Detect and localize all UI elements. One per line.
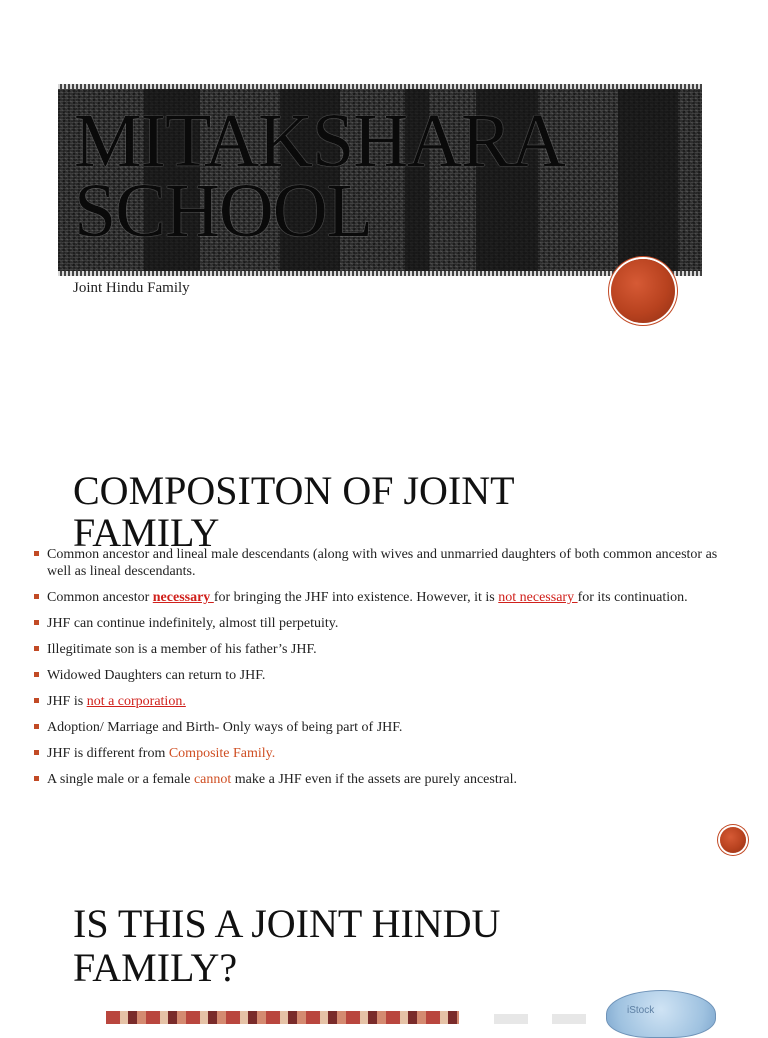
decorative-orb (611, 259, 675, 323)
list-item: JHF is not a corporation. (34, 693, 724, 710)
list-item: Common ancestor necessary for bringing the JHF into existence. However, it is not necessary for its continuation. (34, 589, 724, 606)
decorative-orb-small (720, 827, 746, 853)
list-item: JHF can continue indefinitely, almost till perpetuity. (34, 615, 724, 632)
emphasis-not-necessary: not necessary (498, 590, 578, 605)
watermark-label: iStock (627, 1005, 655, 1016)
slide-title: MITAKSHARA SCHOOL (74, 99, 565, 253)
family-photo (106, 1011, 459, 1024)
list-item: A single male or a female cannot make a JHF even if the assets are purely ancestral. (34, 771, 724, 788)
question-heading: IS THIS A JOINT HINDU FAMILY? (73, 901, 501, 990)
cloud-image (606, 990, 716, 1038)
thumbnail-image (552, 1014, 586, 1024)
composition-heading: COMPOSITON OF JOINT FAMILY (73, 468, 515, 555)
list-item: Illegitimate son is a member of his father’s JHF. (34, 641, 724, 658)
slide-subtitle: Joint Hindu Family (73, 280, 190, 296)
list-item: Common ancestor and lineal male descendants (along with wives and unmarried daughters of both common ancestor as well as lineal descendants. (34, 546, 724, 580)
emphasis-necessary: necessary (152, 590, 214, 605)
list-item: Adoption/ Marriage and Birth- Only ways of being part of JHF. (34, 719, 724, 736)
list-item: Widowed Daughters can return to JHF. (34, 667, 724, 684)
emphasis-cannot: cannot (193, 772, 232, 787)
list-item: JHF is different from Composite Family. (34, 745, 724, 762)
emphasis-composite-family: Composite Family. (168, 746, 276, 761)
title-banner (58, 84, 702, 276)
thumbnail-image (494, 1014, 528, 1024)
emphasis-not-a-corporation: not a corporation. (86, 694, 186, 709)
composition-bullet-list (34, 546, 724, 797)
